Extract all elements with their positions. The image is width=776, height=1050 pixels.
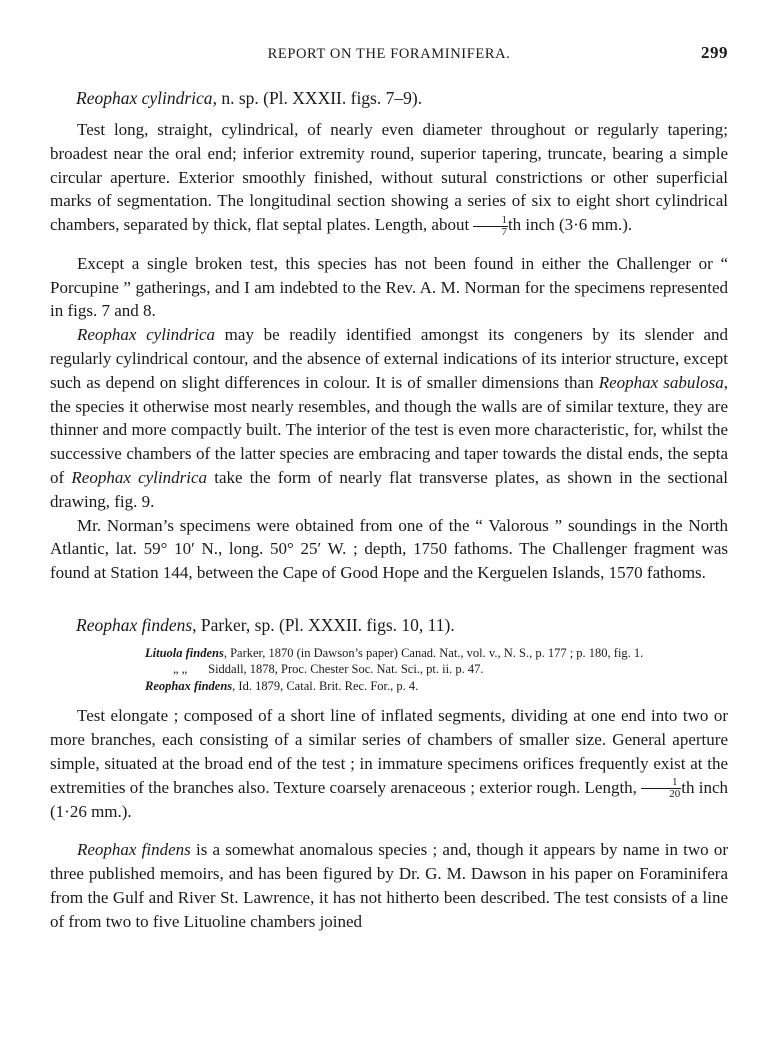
page-number: 299 <box>701 43 728 62</box>
synonymy-entry: Lituola findens, Parker, 1870 (in Dawson’s paper) Canad. Nat., vol. v., N. S., p. 177 ; p. 180, fig. 1. <box>145 645 644 660</box>
body-paragraph: Reophax cylindrica may be readily identified amongst its congeners by its slender and regularly cylindrical contour, and the absence of external indications of its interior structure, except such as depend on slight differences in colour. It is of smaller dimensions than Reophax sabulosa, the species it otherwise most nearly resembles, and though the walls are of similar texture, they are thinner and more compactly built. The interior of the test is even more characteristic, for, whilst the successive chambers of the latter species are embracing and taper towards the distal ends, the septa of Reophax cylindrica take the form of nearly flat transverse plates, as shown in the sectional drawing, fig. 9. <box>50 325 729 511</box>
body-paragraph: Reophax findens is a somewhat anomalous species ; and, though it appears by name in two or three published memoirs, and has been figured by Dr. G. M. Dawson in his paper on Foraminifera from the Gulf and River St. Lawrence, it has not hitherto been described. The test consists of a line of from two to five Lituoline chambers joined <box>50 840 728 931</box>
description-paragraph: Test elongate ; composed of a short line of inflated segments, dividing at one end into two or more branches, each consisting of a similar series of chambers of smaller size. General aperture simple, situated at the broad end of the test ; in immature specimens orifices frequently exist at the extremities of the branches also. Texture coarsely arenaceous ; exterior rough. Length, $\frac{1}{20}$ th inch (1·26 mm.). <box>50 706 728 822</box>
synonymy-entry: Reophax findens, Id. 1879, Catal. Brit. Rec. For., p. 4. <box>145 678 419 693</box>
running-head-title: REPORT ON THE FORAMINIFERA. <box>267 46 511 62</box>
species-name: Reophax cylindrica <box>76 88 213 108</box>
species-heading-text: , Parker, sp. (Pl. XXXII. figs. 10, 11). <box>192 614 455 635</box>
body-paragraph: Except a single broken test, this species has not been found in either the Challenger or “ Porcupine ” gatherings, and I am indebted to the Rev. A. M. Norman for the specimens represented in figs. 7 and 8. <box>50 253 728 321</box>
species-name: Reophax findens <box>76 614 193 635</box>
fraction: $\frac{1}{20}$ <box>641 777 681 800</box>
running-head <box>50 40 728 66</box>
species-heading-cylindrica <box>76 86 728 110</box>
species-heading-text: , n. sp. (Pl. XXXII. figs. 7–9). <box>212 88 423 108</box>
fraction: $\frac{1}{7}$ <box>473 215 508 238</box>
page <box>50 40 728 933</box>
synonymy-list <box>50 645 728 695</box>
body-paragraph: Mr. Norman’s specimens were obtained from one of the “ Valorous ” soundings in the North Atlantic, lat. 59° 10′ N., long. 50° 25′ W. ; depth, 1750 fathoms. The Challenger fragment was found at Station 144, between the Cape of Good Hope and the Kerguelen Islands, 1570 fathoms. <box>50 515 728 583</box>
synonymy-entry: „ „ Siddall, 1878, Proc. Chester Soc. Nat. Sci., pt. ii. p. 47. <box>173 662 484 677</box>
description-paragraph: Test long, straight, cylindrical, of nearly even diameter throughout or regularly tapering; broadest near the oral end; inferior extremity round, superior tapering, truncate, bearing a simple circular aperture. Exterior smoothly finished, without sutural constrictions or other superficial marks of segmentation. The longitudinal section showing a series of six to eight short cylindrical chambers, separated by thick, flat septal plates. Length, about $\frac{1}{7}$ th inch (3·6 mm.). <box>50 120 728 238</box>
species-heading-findens <box>76 613 728 637</box>
